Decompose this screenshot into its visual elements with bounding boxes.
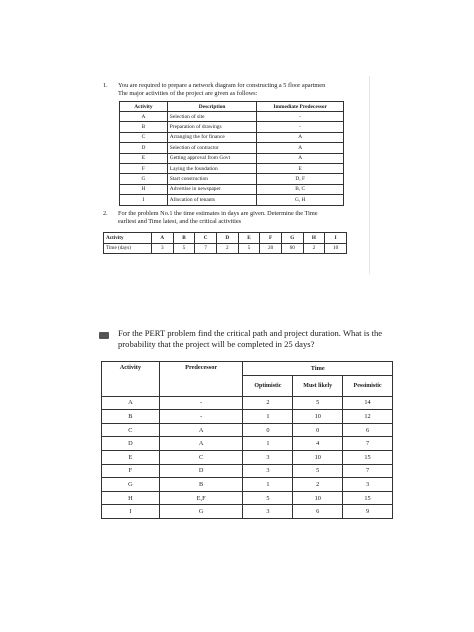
activity-cell: B [173,233,195,244]
optimistic-cell: 3 [243,450,293,464]
pert-table [101,361,393,519]
time-cell: 10 [325,243,347,254]
predecessor-cell: B, C [257,184,344,194]
most-likely-cell: 0 [293,423,343,437]
activity-cell: I [102,505,160,519]
activity-cell: G [120,174,168,184]
most-likely-cell: 10 [293,450,343,464]
predecessor-cell: A [257,143,344,153]
q3-text-line2: probability that the project will be completed in 25 days? [118,339,315,349]
q2-text [118,210,373,225]
predecessor-cell: D [159,464,243,478]
q1-col-activity: Activity [120,102,168,112]
table-row [120,143,344,153]
predecessor-cell: - [257,122,344,132]
pessimistic-cell: 12 [343,410,393,424]
q1-col-predecessor: Immediate Predecessor [257,102,344,112]
activity-cell: A [102,396,160,410]
activity-cell: I [325,233,347,244]
predecessor-cell: - [257,112,344,122]
predecessor-cell: A [257,153,344,163]
activity-cell: F [102,464,160,478]
optimistic-cell: 1 [243,478,293,492]
q1-activity-table [119,101,344,206]
table-row [120,195,344,205]
activity-cell: H [102,491,160,505]
predecessor-cell: A [159,437,243,451]
predecessor-cell: - [159,410,243,424]
description-cell: Start construction [167,174,257,184]
q1-table-header [120,102,344,112]
description-cell: Selection of contractor [167,143,257,153]
pessimistic-cell: 6 [343,423,393,437]
activity-cell: I [120,195,168,205]
table-row [120,132,344,142]
table-row [120,174,344,184]
q1-col-description: Description [167,102,257,112]
activity-cell: E [120,153,168,163]
predecessor-cell: - [159,396,243,410]
pert-header-row [102,362,393,376]
table-row [102,478,393,492]
pessimistic-cell: 7 [343,437,393,451]
predecessor-cell: A [257,132,344,142]
table-row [102,423,393,437]
optimistic-cell: 1 [243,437,293,451]
q2-activity-label: Activity [104,233,152,244]
description-cell: Selection of site [167,112,257,122]
description-cell: Arranging the for finance [167,132,257,142]
q3-text [118,328,398,350]
q1-text-line2: The major activities of the project are given as follows: [118,89,258,97]
pessimistic-cell: 15 [343,491,393,505]
optimistic-cell: 3 [243,464,293,478]
time-cell: 7 [195,243,217,254]
description-cell: Allocation of tenants [167,195,257,205]
activity-cell: F [260,233,282,244]
most-likely-cell: 10 [293,491,343,505]
optimistic-cell: 3 [243,505,293,519]
q2-text-line1: For the problem No.1 the time estimates in days are given. Determine the Time [118,210,318,217]
pert-col-activity: Activity [102,362,160,397]
activity-cell: G [281,233,303,244]
most-likely-cell: 5 [293,464,343,478]
description-cell: Getting approval from Govt [167,153,257,163]
q1-text-line1: You are required to prepare a network diagram for constructing a 5 floor apartmen [118,82,326,89]
activity-cell: A [151,233,173,244]
activity-cell: C [120,132,168,142]
table-row [102,410,393,424]
most-likely-cell: 6 [293,505,343,519]
q2-time-label: Time (days) [104,243,152,254]
activity-cell: F [120,163,168,173]
activity-cell: C [195,233,217,244]
q2-activity-row [104,233,347,244]
activity-cell: A [120,112,168,122]
activity-cell: B [120,122,168,132]
predecessor-cell: G [159,505,243,519]
optimistic-cell: 1 [243,410,293,424]
description-cell: Preparation of drawings [167,122,257,132]
q2-text-line2: earliest and Time latest, and the critical activities [118,217,242,225]
pert-col-time: Time [243,362,393,376]
time-cell: 5 [173,243,195,254]
pessimistic-cell: 14 [343,396,393,410]
most-likely-cell: 5 [293,396,343,410]
table-row [120,122,344,132]
time-cell: 20 [260,243,282,254]
table-row [120,112,344,122]
activity-cell: E [102,450,160,464]
pert-col-most-likely: Must likely [293,375,343,396]
pert-col-pessimistic: Pessimistic [343,375,393,396]
predecessor-cell: A [159,423,243,437]
optimistic-cell: 0 [243,423,293,437]
table-row [102,396,393,410]
optimistic-cell: 2 [243,396,293,410]
table-row [102,464,393,478]
activity-cell: C [102,423,160,437]
bullet-icon [99,332,109,339]
pert-col-predecessor: Predecessor [159,362,243,397]
q3-text-line1: For the PERT problem find the critical path and project duration. What is the [118,328,383,338]
table-row [120,153,344,163]
activity-cell: B [102,410,160,424]
time-cell: 2 [216,243,238,254]
time-cell: 5 [238,243,260,254]
pessimistic-cell: 9 [343,505,393,519]
activity-cell: D [102,437,160,451]
description-cell: Laying the foundation [167,163,257,173]
activity-cell: H [303,233,325,244]
pessimistic-cell: 15 [343,450,393,464]
optimistic-cell: 5 [243,491,293,505]
time-cell: 2 [303,243,325,254]
table-row [102,450,393,464]
q2-time-table [103,232,347,254]
predecessor-cell: D, F [257,174,344,184]
activity-cell: D [216,233,238,244]
table-row [102,491,393,505]
table-row [120,184,344,194]
q2-time-row [104,243,347,254]
time-cell: 3 [151,243,173,254]
q1-number: 1. [103,82,108,89]
predecessor-cell: C [159,450,243,464]
pessimistic-cell: 3 [343,478,393,492]
time-cell: 60 [281,243,303,254]
activity-cell: G [102,478,160,492]
activity-cell: D [120,143,168,153]
q1-text [118,82,368,97]
description-cell: Advertise in newspaper [167,184,257,194]
predecessor-cell: E [257,163,344,173]
predecessor-cell: G, H [257,195,344,205]
table-row [102,505,393,519]
predecessor-cell: B [159,478,243,492]
table-row [120,163,344,173]
pessimistic-cell: 7 [343,464,393,478]
most-likely-cell: 2 [293,478,343,492]
most-likely-cell: 4 [293,437,343,451]
q2-number: 2. [103,210,108,217]
pert-col-optimistic: Optimistic [243,375,293,396]
activity-cell: H [120,184,168,194]
predecessor-cell: E,F [159,491,243,505]
most-likely-cell: 10 [293,410,343,424]
activity-cell: E [238,233,260,244]
table-row [102,437,393,451]
